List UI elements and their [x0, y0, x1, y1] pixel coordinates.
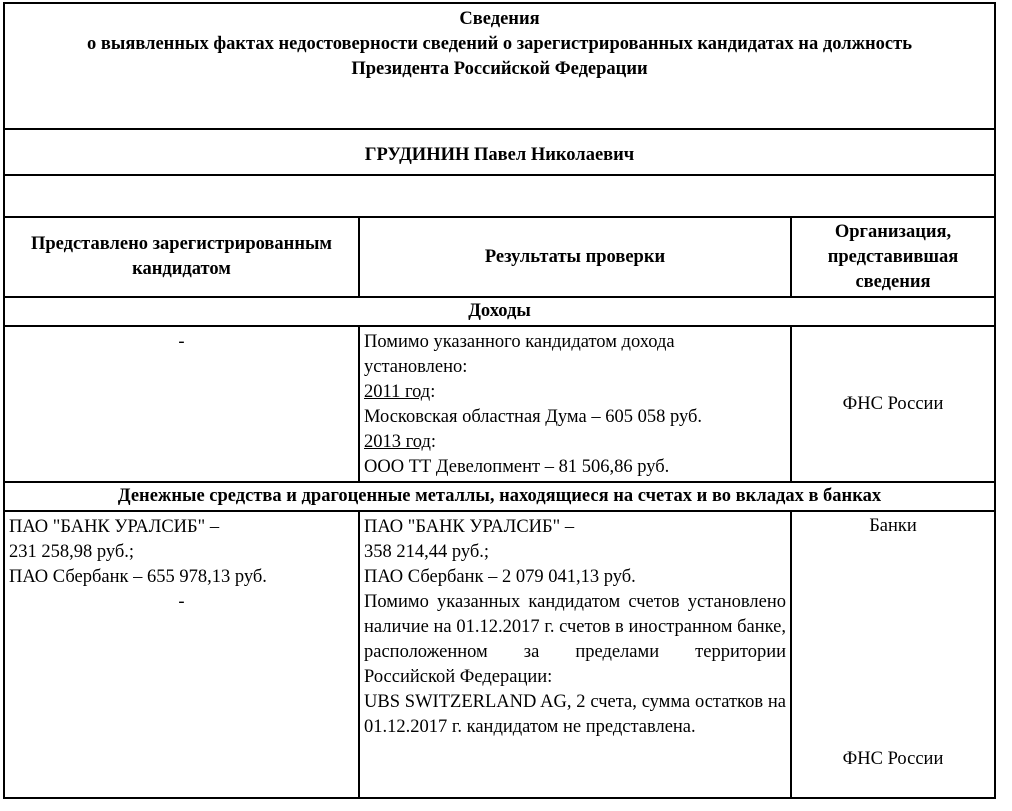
banks-organization [791, 511, 995, 798]
banks-presented-2: 231 258,98 руб.; [9, 542, 135, 562]
banks-result-3: ПАО Сбербанк – 2 079 041,13 руб. [364, 567, 636, 587]
header-organization: Организация, представившая сведения [791, 217, 995, 297]
banks-org-2: ФНС России [842, 749, 944, 769]
title-line-3: Президента Российской Федерации [351, 59, 648, 79]
title-line-2: о выявленных фактах недостоверности сведений о зарегистрированных кандидатах на должность [87, 34, 912, 54]
disclosure-table [3, 2, 996, 799]
document-title [4, 3, 995, 129]
banks-results [359, 511, 791, 798]
section-bank-accounts: Денежные средства и драгоценные металлы, находящиеся на счетах и во вкладах в банках [4, 482, 995, 511]
income-results [359, 326, 791, 482]
income-item-2011: Московская областная Дума – 605 058 руб. [364, 407, 703, 427]
banks-presented-3: ПАО Сбербанк – 655 978,13 руб. [9, 567, 267, 587]
year-2011: 2011 год [364, 382, 431, 402]
banks-result-4: Помимо указанных кандидатом счетов установлено наличие на 01.12.2017 г. счетов в иностранном банке, расположенном за пределами территории Российской Федерации: [364, 592, 786, 687]
income-item-2013: ООО ТТ Девелопмент – 81 506,86 руб. [364, 457, 670, 477]
banks-presented [4, 511, 359, 798]
header-presented: Представлено зарегистрированным кандидатом [4, 217, 359, 297]
year-2011-colon: : [430, 382, 436, 402]
banks-org-1: Банки [869, 516, 917, 536]
candidate-name: ГРУДИНИН Павел Николаевич [4, 129, 995, 175]
empty-row [4, 175, 995, 217]
header-results: Результаты проверки [359, 217, 791, 297]
banks-result-1: ПАО "БАНК УРАЛСИБ" – [364, 517, 575, 537]
year-2013: 2013 год [364, 432, 431, 452]
income-intro-1: Помимо указанного кандидатом дохода [364, 332, 675, 352]
title-line-1: Сведения [459, 9, 540, 29]
income-presented: - [4, 326, 359, 482]
section-income: Доходы [4, 297, 995, 326]
banks-presented-4: - [178, 592, 185, 612]
banks-presented-1: ПАО "БАНК УРАЛСИБ" – [9, 517, 220, 537]
income-organization: ФНС России [791, 326, 995, 482]
income-intro-2: установлено: [364, 357, 468, 377]
banks-result-2: 358 214,44 руб.; [364, 542, 490, 562]
year-2013-colon: : [430, 432, 437, 452]
banks-result-5: UBS SWITZERLAND AG, 2 счета, сумма остатков на 01.12.2017 г. кандидатом не представлена. [364, 692, 786, 737]
